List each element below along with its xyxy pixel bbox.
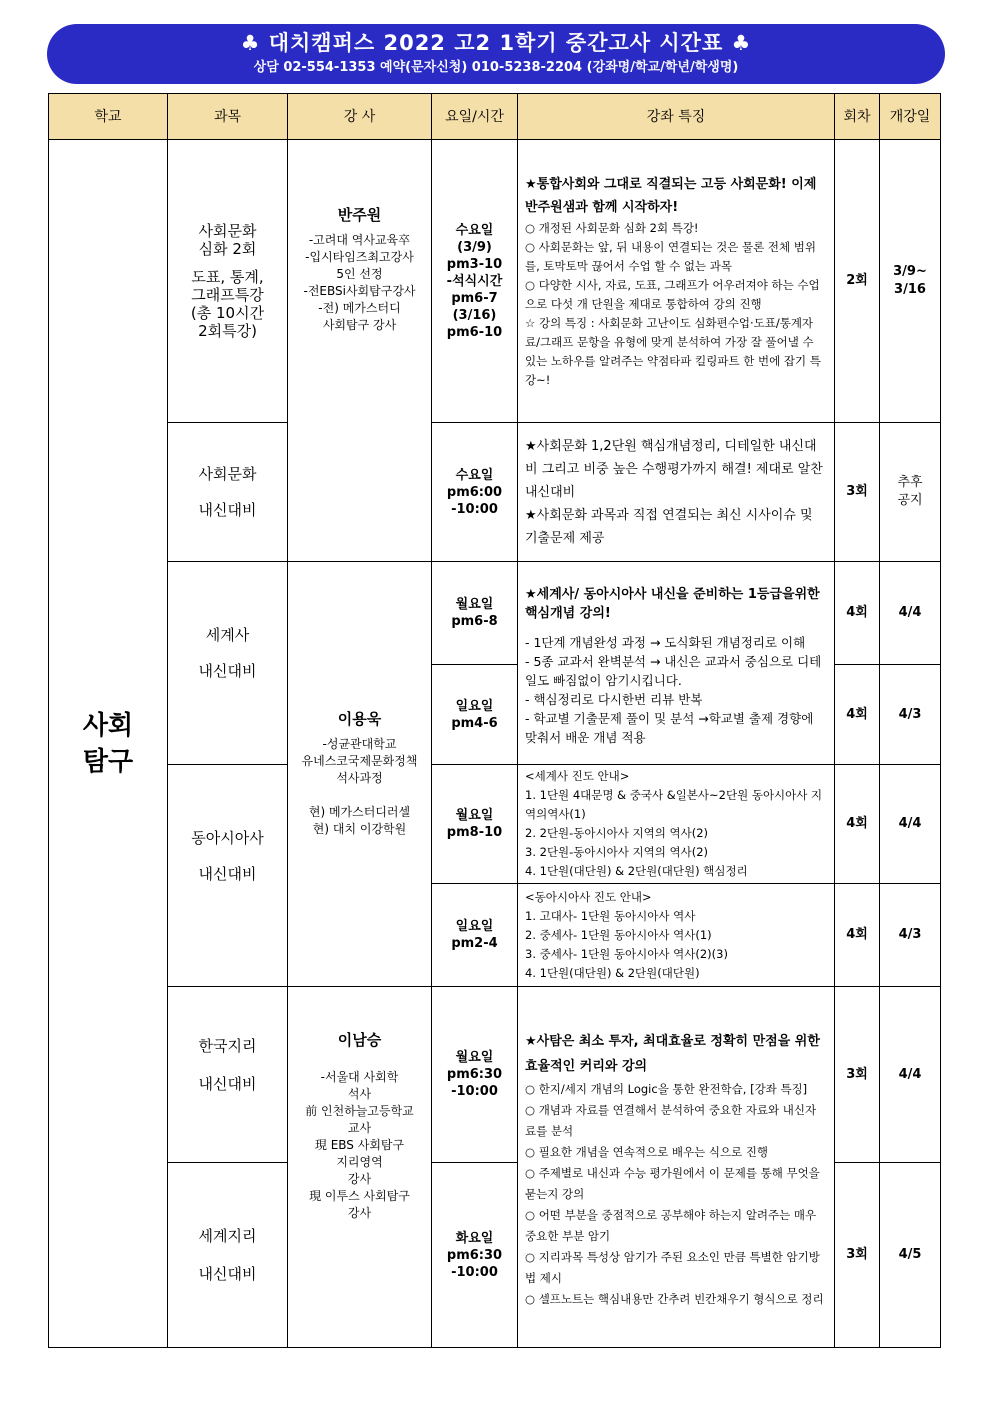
table-row xyxy=(49,765,941,884)
schedule-table xyxy=(48,93,941,1348)
teacher-cell xyxy=(288,987,432,1348)
desc-line: 4. 1단원(대단원) & 2단원(대단원) 핵심정리 xyxy=(525,864,748,878)
desc-line: 3. 중세사- 1단원 동아시아사 역사(2)(3) xyxy=(525,946,728,961)
subject-line: 내신대비 xyxy=(198,1074,257,1093)
time-line: pm6:00 xyxy=(446,484,503,500)
desc-line: 3. 2단원-동아시아사 지역의 역사(2) xyxy=(525,845,709,859)
header-time: 요일/시간 xyxy=(432,94,518,140)
desc-line: 1. 1단원 4대문명 & 중국사 &일본사~2단원 동아시아사 지역의역사(1) xyxy=(525,788,823,821)
teacher-name: 반주원 xyxy=(337,206,382,224)
teacher-bio-line: 강사 xyxy=(347,1206,372,1220)
open-date-cell: 4/4 xyxy=(880,562,941,665)
header-school: 학교 xyxy=(49,94,168,140)
count-cell: 3회 xyxy=(835,423,880,562)
open-date-cell: 4/4 xyxy=(880,765,941,884)
open-date-line: 추후 xyxy=(897,475,923,490)
desc-line: <세계사 진도 안내> xyxy=(525,769,630,783)
desc-line: ★통합사회와 그대로 직결되는 고등 사회문화! 이제 반주원샘과 함께 시작하자! xyxy=(525,176,817,215)
desc-line: 4. 1단원(대단원) & 2단원(대단원) xyxy=(525,965,700,980)
time-line: pm6:30 xyxy=(446,1067,503,1082)
time-line: 일요일 xyxy=(455,698,494,714)
open-date-cell: 4/3 xyxy=(880,665,941,765)
time-line: 수요일 xyxy=(455,222,494,238)
desc-cell xyxy=(518,884,835,987)
open-date-cell: 4/3 xyxy=(880,884,941,987)
subject-line: 내신대비 xyxy=(198,864,257,883)
time-cell xyxy=(432,562,518,665)
subject-line: 한국지리 xyxy=(198,1036,257,1055)
time-cell xyxy=(432,884,518,987)
teacher-bio-line: 현) 메가스터디러셀 xyxy=(308,804,411,819)
teacher-bio-line: -성균관대학교 xyxy=(322,736,397,751)
desc-line: ○ 주제별로 내신과 수능 평가원에서 이 문제를 통해 무엇을 묻는지 강의 xyxy=(525,1165,820,1201)
header-open: 개강일 xyxy=(880,94,941,140)
desc-line: ○ 개정된 사회문화 심화 2회 특강! xyxy=(525,220,699,235)
table-row xyxy=(49,562,941,665)
time-line: pm2-4 xyxy=(451,936,498,951)
open-date-cell xyxy=(880,140,941,423)
subject-cell xyxy=(168,765,288,987)
desc-line: 1. 고대사- 1단원 동아시아사 역사 xyxy=(525,908,696,923)
desc-line: - 1단계 개념완성 과정 → 도식화된 개념정리로 이해 xyxy=(525,635,806,650)
desc-line: - 핵심정리로 다시한번 리뷰 반복 xyxy=(525,692,703,707)
time-line: 화요일 xyxy=(455,1230,494,1246)
page-title: ♣ 대치캠퍼스 2022 고2 1학기 중간고사 시간표 ♣ xyxy=(240,31,752,55)
subject-line: 세계사 xyxy=(205,626,250,644)
subject-line: 세계지리 xyxy=(198,1227,257,1245)
teacher-bio-line: -서울대 사회학 xyxy=(320,1070,399,1084)
open-date-cell xyxy=(880,423,941,562)
teacher-bio-line: 현) 대치 이강학원 xyxy=(312,821,407,836)
desc-cell xyxy=(518,140,835,423)
desc-line: ○ 한지/세지 개념의 Logic을 통한 완전학습, [강좌 특징] xyxy=(525,1081,808,1096)
table-row xyxy=(49,140,941,423)
subject-cell xyxy=(168,1163,288,1348)
teacher-bio-line: 現 EBS 사회탐구 xyxy=(314,1138,405,1152)
teacher-bio-line: 강사 xyxy=(347,1172,372,1186)
time-line: pm6:30 xyxy=(446,1247,503,1263)
teacher-name: 이남승 xyxy=(337,1031,382,1049)
desc-line: ○ 어떤 부분을 중점적으로 공부해야 하는지 알려주는 매우 중요한 부분 암기 xyxy=(525,1207,817,1243)
teacher-cell xyxy=(288,140,432,562)
desc-line: ○ 사회문화는 앞, 뒤 내용이 연결되는 것은 물론 전체 범위를, 토막토막 끊어서 수업 할 수 없는 과목 xyxy=(525,239,816,273)
teacher-bio-line: 5인 선정 xyxy=(336,267,383,281)
table-header-row xyxy=(49,94,941,140)
teacher-bio-line: -전) 메가스터디 xyxy=(318,301,401,315)
desc-line: ○ 개념과 자료를 연결해서 분석하여 중요한 자료와 내신자료를 분석 xyxy=(525,1102,817,1138)
desc-cell xyxy=(518,987,835,1348)
subject-line: 심화 2회 xyxy=(198,240,257,258)
open-date-line: 공지 xyxy=(897,493,923,508)
teacher-bio-line: -고려대 역사교육卒 xyxy=(308,233,411,247)
table-row xyxy=(49,987,941,1163)
time-line: 일요일 xyxy=(455,919,494,934)
time-cell xyxy=(432,765,518,884)
desc-line: - 학교별 기출문제 풀이 및 분석 →학교별 출제 경향에 맞춰서 배운 개념 적용 xyxy=(525,711,814,745)
teacher-bio-line: 석사과정 xyxy=(336,770,383,785)
desc-line: ☆ 강의 특징 : 사회문화 고난이도 심화편수업·도표/통계자료/그래프 문항을 유형에 맞게 분석하여 가장 잘 풀어낼 수 있는 노하우를 알려주는 약점타파 킬링파트 한 번에 잡기 특강~! xyxy=(525,315,821,387)
subject-line: 동아시아사 xyxy=(191,828,264,847)
subject-line: 사회문화 xyxy=(198,222,257,240)
time-line: -10:00 xyxy=(451,501,498,517)
time-cell xyxy=(432,423,518,562)
time-line: pm4-6 xyxy=(451,715,498,731)
time-line: 월요일 xyxy=(455,808,494,823)
subject-line: 2회특강) xyxy=(198,322,257,340)
table-row xyxy=(49,423,941,562)
teacher-bio-line: -전EBSi사회탐구강사 xyxy=(303,284,416,298)
count-cell: 4회 xyxy=(835,665,880,765)
teacher-bio-line: 現 이투스 사회탐구 xyxy=(309,1189,410,1203)
time-line: pm6-7 xyxy=(451,290,498,306)
teacher-bio-line: 前 인천하늘고등학교 xyxy=(305,1104,414,1118)
time-line: -10:00 xyxy=(451,1084,498,1099)
time-line: pm6-8 xyxy=(451,614,498,629)
desc-line: ★사회문화 과목과 직접 연결되는 최신 시사이슈 및 기출문제 제공 xyxy=(525,507,813,546)
time-cell xyxy=(432,140,518,423)
header-desc: 강좌 특징 xyxy=(518,94,835,140)
desc-line: ○ 다양한 시사, 자료, 도표, 그래프가 어우러져야 하는 수업으로 다섯 개 단원을 제대로 통합하여 강의 진행 xyxy=(525,277,820,311)
time-line: (3/9) xyxy=(457,239,492,255)
subject-line: 내신대비 xyxy=(198,1265,257,1283)
header-teacher: 강 사 xyxy=(288,94,432,140)
subject-cell xyxy=(168,140,288,423)
count-cell: 3회 xyxy=(835,987,880,1163)
teacher-bio-line: 교사 xyxy=(347,1121,372,1135)
teacher-cell xyxy=(288,562,432,987)
desc-line: ○ 필요한 개념을 연속적으로 배우는 식으로 진행 xyxy=(525,1144,769,1159)
teacher-bio-line: 사회탐구 강사 xyxy=(322,318,397,332)
desc-cell xyxy=(518,765,835,884)
desc-line: ○ 지리과목 특성상 암기가 주된 요소인 만큼 특별한 암기방법 제시 xyxy=(525,1249,820,1285)
subject-line: 내신대비 xyxy=(198,501,257,519)
time-line: 수요일 xyxy=(455,467,494,483)
count-cell: 4회 xyxy=(835,765,880,884)
count-cell: 4회 xyxy=(835,884,880,987)
header-count: 회차 xyxy=(835,94,880,140)
teacher-bio-line: 석사 xyxy=(347,1087,372,1101)
desc-line: ★사탐은 최소 투자, 최대효율로 정확히 만점을 위한 효율적인 커리와 강의 xyxy=(525,1033,820,1074)
subject-line: 내신대비 xyxy=(198,662,257,680)
time-line: pm6-10 xyxy=(446,324,503,340)
time-cell xyxy=(432,1163,518,1348)
open-date-line: 3/9~ xyxy=(893,264,927,279)
subject-cell xyxy=(168,987,288,1163)
contact-line: 상담 02-554-1353 예약(문자신청) 010-5238-2204 (강좌명/학교/학년/학생명) xyxy=(253,60,739,75)
school-cell xyxy=(49,140,168,1348)
desc-line: - 5종 교과서 완벽분석 → 내신은 교과서 중심으로 디테일도 빠짐없이 암기시킵니다. xyxy=(525,654,822,688)
teacher-name: 이용욱 xyxy=(337,709,382,728)
time-cell xyxy=(432,665,518,765)
desc-cell xyxy=(518,562,835,765)
desc-line: ○ 셀프노트는 핵심내용만 간추려 빈칸채우기 형식으로 정리 xyxy=(525,1291,824,1306)
count-cell: 3회 xyxy=(835,1163,880,1348)
time-line: 월요일 xyxy=(455,1050,494,1065)
subject-line: 사회문화 xyxy=(198,465,257,483)
school-name: 사회탐구 xyxy=(82,710,134,777)
subject-cell xyxy=(168,562,288,765)
header-subject: 과목 xyxy=(168,94,288,140)
time-line: (3/16) xyxy=(452,307,497,323)
title-banner xyxy=(47,24,945,84)
teacher-bio-line: 지리영역 xyxy=(336,1155,383,1169)
desc-line: 2. 중세사- 1단원 동아시아사 역사(1) xyxy=(525,927,712,942)
time-line: 월요일 xyxy=(455,597,494,612)
open-date-cell: 4/4 xyxy=(880,987,941,1163)
teacher-bio-line: -입시타임즈최고강사 xyxy=(305,250,414,264)
open-date-line: 3/16 xyxy=(894,282,926,297)
subject-line: 그래프특강 xyxy=(191,286,264,304)
count-cell: 2회 xyxy=(835,140,880,423)
teacher-bio-line: 유네스코국제문화정책 xyxy=(301,753,418,768)
subject-line: 도표, 통계, xyxy=(191,268,264,286)
desc-line: <동아시아사 진도 안내> xyxy=(525,889,652,904)
time-line: -10:00 xyxy=(451,1264,498,1280)
time-line: pm3-10 xyxy=(446,256,503,272)
count-cell: 4회 xyxy=(835,562,880,665)
open-date-cell: 4/5 xyxy=(880,1163,941,1348)
desc-line: ★세계사/ 동아시아사 내신을 준비하는 1등급을위한 핵심개념 강의! xyxy=(525,587,820,621)
desc-line: ★사회문화 1,2단원 핵심개념정리, 디테일한 내신대비 그리고 비중 높은 수행평가까지 해결! 제대로 알찬 내신대비 xyxy=(525,438,823,500)
desc-line: 2. 2단원-동아시아사 지역의 역사(2) xyxy=(525,826,709,840)
subject-cell xyxy=(168,423,288,562)
subject-line: (총 10시간 xyxy=(190,304,265,322)
time-line: -석식시간 xyxy=(446,273,503,289)
time-line: pm8-10 xyxy=(446,825,503,840)
desc-cell xyxy=(518,423,835,562)
time-cell xyxy=(432,987,518,1163)
